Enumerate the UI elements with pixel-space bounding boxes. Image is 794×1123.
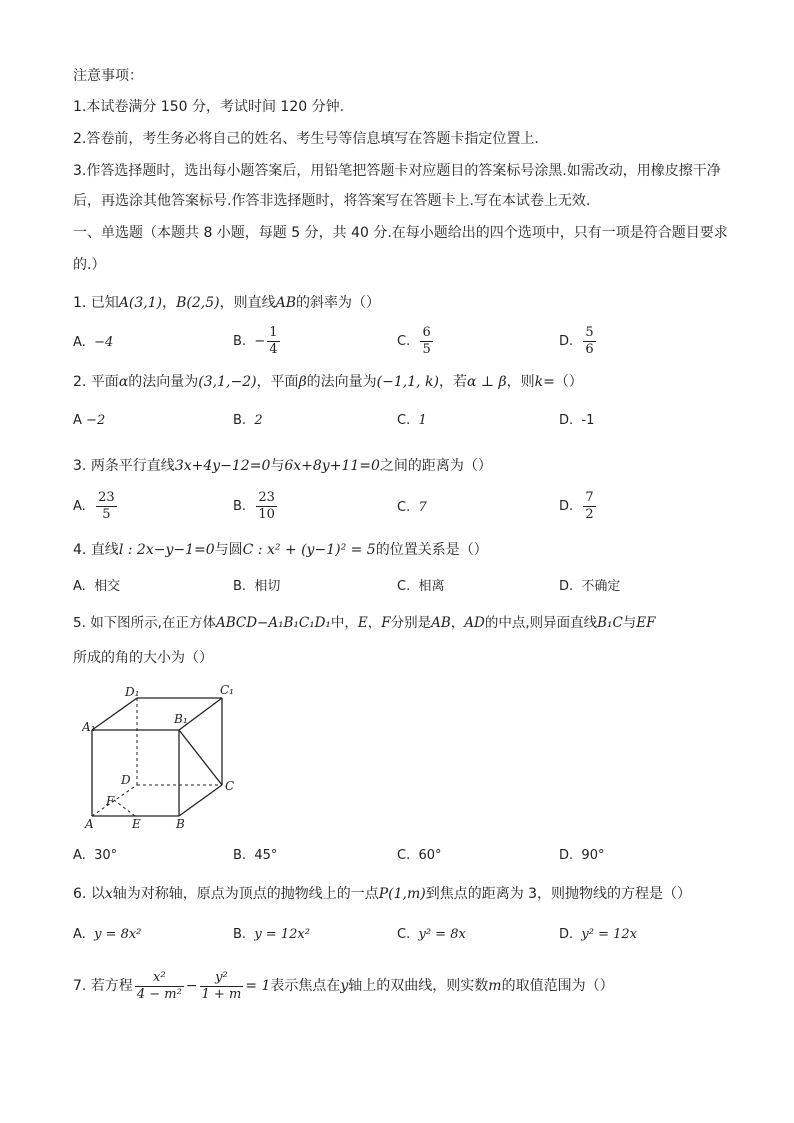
question-7 bbox=[73, 966, 614, 1006]
q4-text-pre: 直线 bbox=[90, 542, 119, 558]
q7-t2: 轴上的双曲线，则实数 bbox=[348, 978, 489, 994]
q1-option-b-num: 1 bbox=[269, 325, 278, 340]
label-c: C bbox=[225, 779, 235, 793]
question-3 bbox=[73, 456, 492, 476]
q6-option-b-label: B. bbox=[233, 927, 247, 942]
q1-option-b-label: B. bbox=[233, 334, 247, 349]
q4-option-c-value: 相离 bbox=[418, 579, 445, 594]
q2-vector-2: (−1,1, k) bbox=[376, 374, 439, 390]
q3-option-d-label: D. bbox=[559, 499, 574, 514]
label-a1: A₁ bbox=[82, 720, 96, 734]
q2-k: k bbox=[534, 374, 544, 390]
q1-option-c-num: 6 bbox=[422, 325, 431, 340]
cube-figure bbox=[82, 683, 242, 833]
q5-ef: EF bbox=[636, 615, 656, 631]
q1-option-c bbox=[397, 325, 435, 358]
q2-option-d-label: D. bbox=[559, 413, 574, 428]
q6-option-a-label: A. bbox=[73, 927, 86, 942]
q4-option-b-label: B. bbox=[233, 579, 247, 594]
question-4 bbox=[73, 540, 488, 560]
q2-option-b bbox=[233, 411, 263, 431]
q5-option-b-label: B. bbox=[233, 848, 247, 863]
q1-option-d-fraction bbox=[583, 325, 595, 358]
q6-option-d-label: D. bbox=[559, 927, 574, 942]
note-item-3-cont: 后，再选涂其他答案标号.作答非选择题时，将答案写在答题卡上.写在本试卷上无效. bbox=[73, 193, 591, 209]
note-item-3: 3.作答选择题时，选出每小题答案后，用铅笔把答题卡对应题目的答案标号涂黑.如需改动，用橡皮擦干净 bbox=[73, 163, 721, 179]
edge-a1d1 bbox=[92, 698, 137, 730]
q3-option-b bbox=[233, 490, 279, 523]
q6-option-d-value: y² = 12x bbox=[581, 927, 638, 942]
q2-option-a-label: A bbox=[73, 413, 82, 428]
q3-text-post: 之间的距离为（） bbox=[379, 458, 492, 474]
label-e: E bbox=[132, 817, 141, 831]
q1-option-b-den: 4 bbox=[269, 342, 278, 357]
q1-option-d-label: D. bbox=[559, 334, 574, 349]
q4-option-a-label: A. bbox=[73, 579, 86, 594]
q7-t1: 表示焦点在 bbox=[270, 978, 341, 994]
q6-t2: 到焦点的距离为 3，则抛物线的方程是（） bbox=[425, 886, 692, 902]
edge-cb bbox=[179, 785, 222, 816]
q2-beta: β bbox=[298, 374, 307, 390]
q2-t0: 平面 bbox=[90, 374, 119, 390]
label-d1: D₁ bbox=[125, 685, 140, 699]
q3-option-b-den: 10 bbox=[258, 507, 275, 522]
q3-option-a bbox=[73, 490, 119, 523]
q2-option-b-label: B. bbox=[233, 413, 247, 428]
q5-t4: ， bbox=[450, 615, 465, 631]
q5-option-d-label: D. bbox=[559, 848, 574, 863]
q4-option-d-value: 不确定 bbox=[581, 579, 621, 594]
label-f: F bbox=[106, 794, 115, 808]
q4-circle: C : x² + (y−1)² = 5 bbox=[242, 542, 376, 558]
q6-option-c-label: C. bbox=[397, 927, 411, 942]
q4-option-b bbox=[233, 577, 280, 597]
q2-option-c bbox=[397, 411, 427, 431]
q1-option-a-value: −4 bbox=[94, 335, 114, 350]
q5-f: F bbox=[381, 615, 391, 631]
q2-t6: =（） bbox=[543, 374, 583, 390]
q3-number: 3. bbox=[73, 458, 87, 474]
q5-option-d bbox=[559, 846, 604, 866]
q1-option-b bbox=[233, 325, 282, 358]
q4-text-mid: 与圆 bbox=[214, 542, 243, 558]
q2-vector-1: (3,1,−2) bbox=[198, 374, 257, 390]
q5-option-a-label: A. bbox=[73, 848, 86, 863]
q7-f1-den: 4 − m² bbox=[136, 986, 182, 1002]
q2-option-c-value: 1 bbox=[418, 413, 427, 428]
q3-option-c bbox=[397, 498, 427, 518]
note-item-2: 2.答卷前，考生务必将自己的姓名、考生号等信息填写在答题卡指定位置上. bbox=[73, 131, 539, 147]
q3-option-a-den: 5 bbox=[102, 507, 111, 522]
label-b: B bbox=[176, 817, 185, 831]
q2-t1: 的法向量为 bbox=[128, 374, 199, 390]
q3-option-a-num: 23 bbox=[98, 490, 115, 505]
q3-option-c-value: 7 bbox=[418, 500, 427, 515]
question-1 bbox=[73, 293, 380, 313]
q3-option-a-fraction bbox=[96, 490, 117, 523]
q7-fraction-1 bbox=[135, 970, 184, 1003]
q5-ab: AB bbox=[431, 615, 451, 631]
q5-option-c-value: 60° bbox=[418, 848, 442, 863]
q1-option-c-label: C. bbox=[397, 334, 411, 349]
q2-t2: ，平面 bbox=[256, 374, 299, 390]
q5-option-b bbox=[233, 846, 277, 866]
q1-point-b: B(2,5) bbox=[176, 295, 220, 311]
q5-option-a-value: 30° bbox=[94, 848, 118, 863]
q1-option-a bbox=[73, 333, 113, 353]
q7-eq: = 1 bbox=[245, 978, 271, 994]
q5-number: 5. bbox=[73, 615, 86, 631]
q1-option-d-den: 6 bbox=[585, 342, 594, 357]
question-5 bbox=[73, 613, 656, 633]
q4-option-d bbox=[559, 577, 620, 597]
q1-option-c-den: 5 bbox=[422, 342, 431, 357]
q1-option-b-sign: − bbox=[254, 334, 266, 349]
q6-option-a bbox=[73, 925, 141, 945]
q6-option-a-value: y = 8x² bbox=[94, 927, 142, 942]
q5-option-c-label: C. bbox=[397, 848, 411, 863]
q5-b1c: B₁C bbox=[597, 615, 623, 631]
q1-option-d-num: 5 bbox=[585, 325, 594, 340]
q7-t3: 的取值范围为（） bbox=[501, 978, 614, 994]
q5-option-a bbox=[73, 846, 117, 866]
q3-option-b-fraction bbox=[256, 490, 277, 523]
q1-line-ab: AB bbox=[275, 295, 297, 311]
q1-sep: ， bbox=[162, 295, 177, 311]
q2-option-c-label: C. bbox=[397, 413, 411, 428]
q7-text-pre: 若方程 bbox=[90, 978, 133, 994]
q2-number: 2. bbox=[73, 374, 87, 390]
question-5-cont: 所成的角的大小为（） bbox=[73, 650, 213, 666]
q3-option-a-label: A. bbox=[73, 499, 86, 514]
q6-option-d bbox=[559, 925, 637, 945]
q7-f1-num: x² bbox=[135, 970, 184, 987]
q3-text-mid: 与 bbox=[270, 458, 285, 474]
q2-t5: ，则 bbox=[506, 374, 535, 390]
question-2 bbox=[73, 372, 583, 392]
q1-option-b-fraction bbox=[267, 325, 279, 358]
q6-number: 6. bbox=[73, 886, 87, 902]
q6-t1: 轴为对称轴，原点为顶点的抛物线上的一点 bbox=[112, 886, 379, 902]
q3-option-d-den: 2 bbox=[585, 507, 594, 522]
q1-number: 1. bbox=[73, 295, 87, 311]
q2-option-a bbox=[73, 411, 105, 431]
q2-option-d bbox=[559, 411, 594, 431]
q7-minus: − bbox=[185, 978, 198, 994]
q5-t3: 分别是 bbox=[390, 615, 432, 631]
q5-t6: 与 bbox=[622, 615, 637, 631]
q5-option-c bbox=[397, 846, 442, 866]
q7-number: 7. bbox=[73, 978, 87, 994]
q5-ad: AD bbox=[464, 615, 485, 631]
q2-option-d-value: -1 bbox=[581, 413, 595, 428]
q2-alpha: α bbox=[118, 374, 129, 390]
q3-option-d-fraction bbox=[583, 490, 595, 523]
q3-line-1: 3x+4y−12=0 bbox=[174, 458, 271, 474]
q6-option-b bbox=[233, 925, 310, 945]
label-d: D bbox=[121, 773, 131, 787]
q6-text-pre: 以 bbox=[90, 886, 105, 902]
q2-t4: ，若 bbox=[438, 374, 467, 390]
q7-fraction-2 bbox=[200, 970, 244, 1003]
q4-option-a bbox=[73, 577, 120, 597]
notes-title: 注意事项： bbox=[73, 68, 143, 84]
q1-text-mid: ，则直线 bbox=[219, 295, 276, 311]
q2-option-a-value: −2 bbox=[86, 413, 106, 428]
q1-text-pre: 已知 bbox=[90, 295, 119, 311]
q4-option-c-label: C. bbox=[397, 579, 411, 594]
q5-option-b-value: 45° bbox=[254, 848, 278, 863]
note-item-1: 1.本试卷满分 150 分，考试时间 120 分钟. bbox=[73, 99, 345, 115]
q6-option-b-value: y = 12x² bbox=[254, 927, 310, 942]
label-a: A bbox=[85, 817, 94, 831]
q2-condition: α ⊥ β bbox=[466, 374, 507, 390]
q2-option-b-value: 2 bbox=[254, 413, 263, 428]
q3-text-pre: 两条平行直线 bbox=[90, 458, 175, 474]
q6-x: x bbox=[104, 886, 113, 902]
q3-option-d bbox=[559, 490, 598, 523]
q1-option-d bbox=[559, 325, 598, 358]
q6-option-c bbox=[397, 925, 466, 945]
q5-t2: ， bbox=[367, 615, 382, 631]
q4-option-d-label: D. bbox=[559, 579, 574, 594]
q4-line: l : 2x−y−1=0 bbox=[118, 542, 215, 558]
section-header: 一、单选题（本题共 8 小题，每题 5 分，共 40 分.在每小题给出的四个选项中，只有一项是符合题目要求 bbox=[73, 225, 728, 241]
q1-option-a-label: A. bbox=[73, 335, 86, 350]
q1-option-c-fraction bbox=[420, 325, 432, 358]
q5-t5: 的中点,则异面直线 bbox=[484, 615, 598, 631]
q5-option-d-value: 90° bbox=[581, 848, 605, 863]
q4-option-b-value: 相切 bbox=[254, 579, 281, 594]
q7-m: m bbox=[488, 978, 502, 994]
q1-point-a: A(3,1) bbox=[118, 295, 163, 311]
q2-t3: 的法向量为 bbox=[306, 374, 377, 390]
section-header-cont: 的.） bbox=[73, 257, 106, 273]
q5-e: E bbox=[357, 615, 368, 631]
segment-b1c bbox=[179, 730, 222, 785]
q3-option-b-label: B. bbox=[233, 499, 247, 514]
q4-number: 4. bbox=[73, 542, 87, 558]
q4-option-a-value: 相交 bbox=[94, 579, 121, 594]
q7-f2-den: 1 + m bbox=[201, 986, 242, 1002]
q3-option-b-num: 23 bbox=[258, 490, 275, 505]
q7-y: y bbox=[340, 978, 349, 994]
q5-cube: ABCD−A₁B₁C₁D₁ bbox=[215, 615, 331, 631]
q6-point: P(1,m) bbox=[378, 886, 426, 902]
q5-t0: 如下图所示,在正方体 bbox=[90, 615, 216, 631]
q4-text-post: 的位置关系是（） bbox=[375, 542, 488, 558]
segment-ef-hidden bbox=[114, 800, 135, 816]
q1-text-post: 的斜率为（） bbox=[296, 295, 381, 311]
label-b1: B₁ bbox=[174, 712, 188, 726]
q4-option-c bbox=[397, 577, 445, 597]
label-c1: C₁ bbox=[220, 683, 234, 697]
q3-option-d-num: 7 bbox=[585, 490, 594, 505]
q3-option-c-label: C. bbox=[397, 500, 411, 515]
q6-option-c-value: y² = 8x bbox=[418, 927, 466, 942]
question-6 bbox=[73, 884, 691, 904]
q5-t1: 中， bbox=[330, 615, 358, 631]
q7-f2-num: y² bbox=[200, 970, 244, 987]
q3-line-2: 6x+8y+11=0 bbox=[284, 458, 380, 474]
